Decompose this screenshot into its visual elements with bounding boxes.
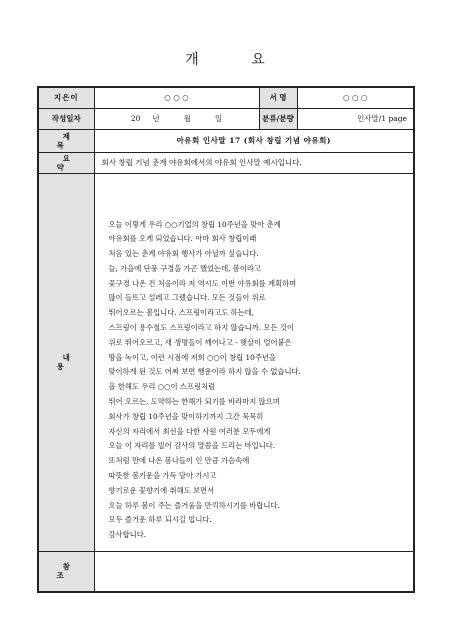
content-row: [38, 173, 414, 552]
content-line: 향기로운 꽃향기에 취해도 보면서: [108, 485, 215, 495]
content-line: 맞이하게 된 것도 어찌 보면 행운이라 하지 않을 수 없습니다.: [108, 367, 301, 377]
content-line: 감사합니다.: [108, 530, 147, 540]
written-date-label: 작성일자: [38, 108, 94, 129]
reference-label: 참 조: [38, 552, 94, 592]
written-date-value: [94, 108, 259, 129]
date-month-unit: 월: [183, 114, 191, 123]
summary-form-table: [37, 86, 415, 593]
summary-row: [38, 152, 414, 173]
category-value: 인사말/1 page: [297, 108, 414, 129]
content-line: 스프링이 용수철도 스프링이라고 하지 않습니까. 모든 것이: [108, 323, 294, 333]
reference-row: [38, 552, 414, 592]
content-line: 뛰어 오르는, 도약하는 한해가 되기를 바라마지 않으며: [108, 397, 280, 407]
subject-row: [38, 129, 414, 152]
content-label: 내 용: [38, 173, 94, 552]
reference-value: [94, 552, 414, 592]
summary-value: 회사 창립 기념 춘계 야유회에서의 야유회 인사말 예시입니다.: [94, 152, 414, 173]
content-line: 오늘 이렇게 우리 ○○기업의 창립 10주년을 맞아 춘계: [108, 219, 281, 229]
content-line: 위로 뛰어오르고, 새 생명들이 깨어나고 - 햇살이 얼어붙은: [108, 337, 292, 347]
author-value: ○ ○ ○: [94, 87, 259, 108]
content-line: 꽃구경 나온 건 처음이라 저 역시도 이번 야유회를 계획하며: [108, 278, 297, 288]
content-line: 오늘 하루 봄이 주는 즐거움을 만끽하시기를 바랍니다.: [108, 500, 280, 510]
date-day-unit: 일: [214, 114, 223, 123]
content-line: 땅을 녹이고, 이런 시점에 저희 ○○이 창립 10주년을: [108, 352, 276, 362]
author-row: [38, 87, 414, 108]
content-line: 처음 있는 춘계 야유회 행사가 아닐까 싶습니다.: [108, 249, 259, 259]
subject-value: 아유회 인사말 17 (회사 창립 기념 야유회): [94, 129, 414, 152]
document-title: 개 요: [185, 52, 289, 68]
content-line: 또처럼 만에 나온 봄나들이 인 만큼 가슴속에: [108, 456, 250, 466]
date-row: [38, 108, 414, 129]
content-line: 많이 들뜨고 설레고 그랬습니다. 모든 것들이 위로: [108, 293, 266, 303]
content-line: 야유회를 오게 되었습니다. 아마 회사 창립이래: [108, 234, 257, 244]
content-line: 늘, 가을에 단풍 구경을 가곤 했었는데, 봄이라고: [108, 263, 261, 273]
date-year: 20: [130, 114, 141, 123]
category-label: 분류/분량: [259, 108, 297, 129]
author-label: 지은이: [38, 87, 94, 108]
content-line: 회사가 창립 10주년을 맞이하기까지 그간 묵묵히: [108, 411, 264, 421]
subject-label: 제 목: [38, 129, 94, 152]
content-line: 모두 즐거운 하루 되시길 빕니다.: [108, 515, 212, 525]
signature-label: 서 명: [259, 87, 297, 108]
content-body: [94, 173, 414, 552]
signature-value: ○ ○ ○: [297, 87, 414, 108]
content-line: 뛰어오르는 봄입니다. 스프링이라고도 하는데,: [108, 308, 255, 318]
date-year-unit: 년: [152, 114, 160, 123]
content-line: 자신의 자리에서 최선을 다한 사원 여러분 모두에게: [108, 426, 271, 436]
summary-label: 요 약: [38, 152, 94, 173]
content-line: 따뜻한 봄기운을 가득 담아 가시고: [108, 471, 217, 481]
content-line: 올 한해도 우리 ○○이 스프링처럼: [108, 382, 216, 392]
content-line: 오늘 이 자리를 빌어 감사의 말씀을 드리는 바입니다.: [108, 441, 276, 451]
